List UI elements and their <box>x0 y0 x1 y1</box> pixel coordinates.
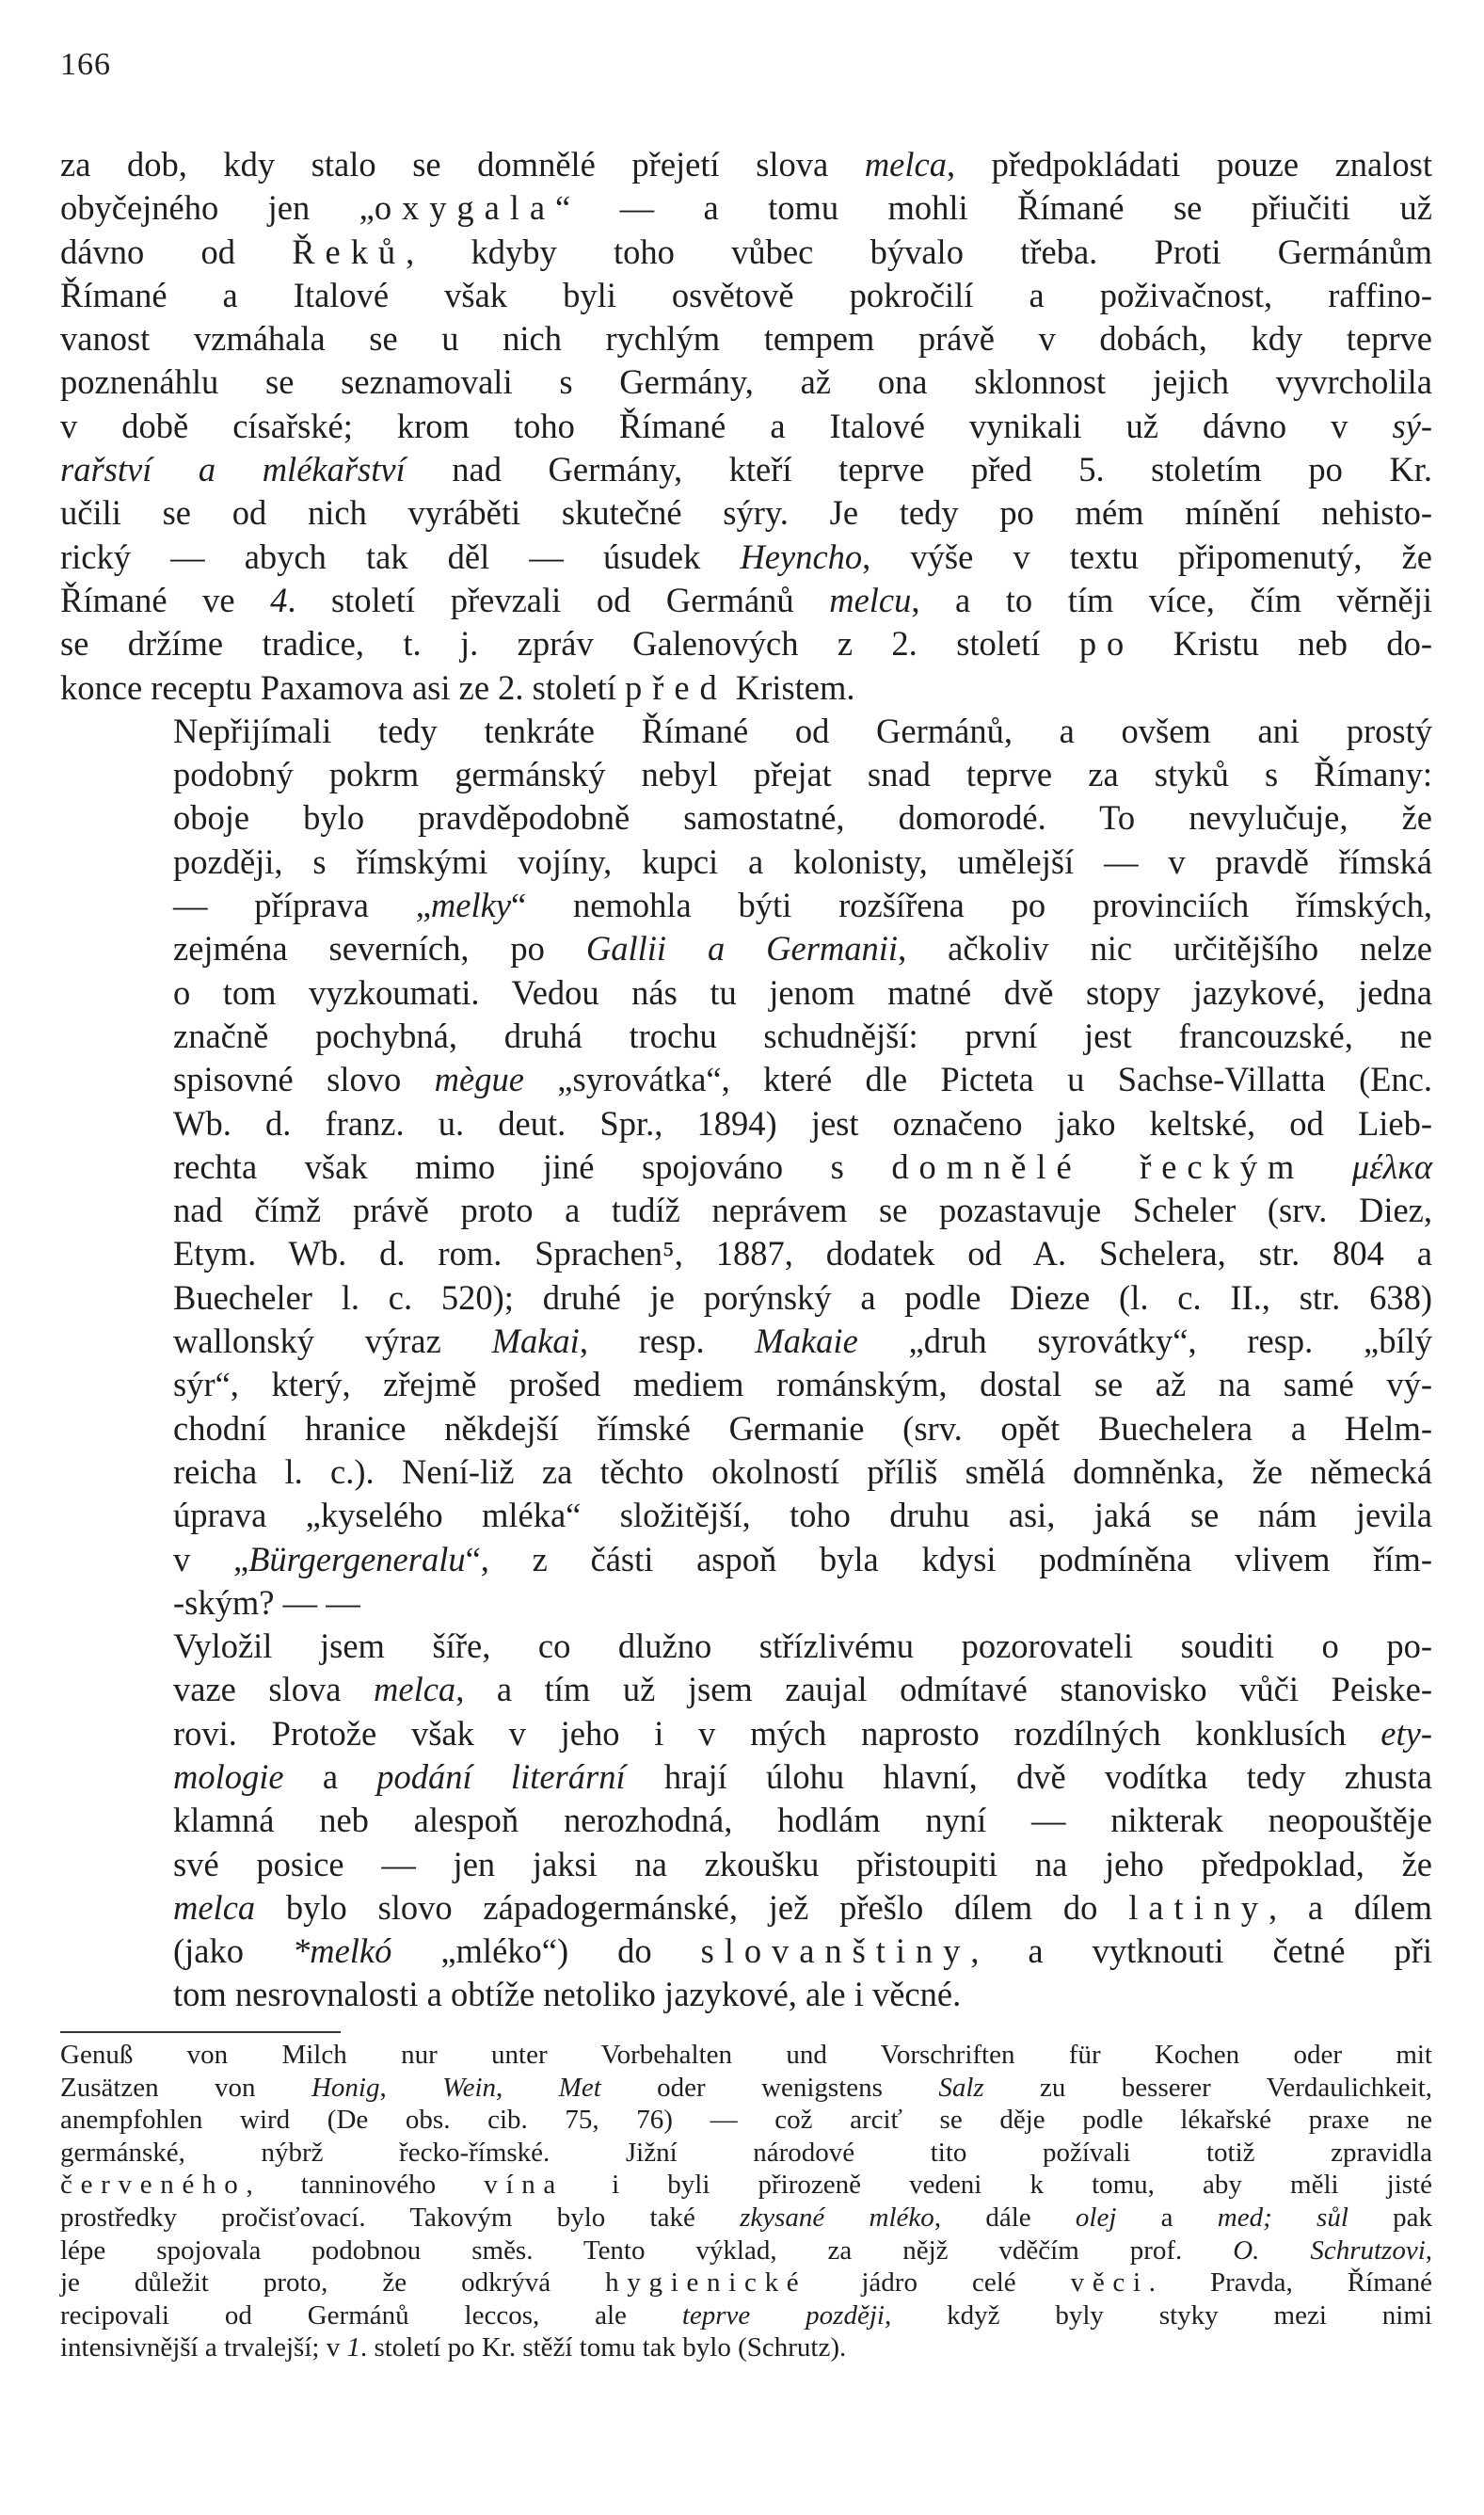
text-run: chodní hranice někdejší římské Germanie (srv. opět Buechelera a Helm- <box>173 1408 1432 1448</box>
text-run: wallonský výraz <box>173 1322 492 1361</box>
text-run: , <box>1425 2235 1433 2266</box>
text-run: anempfohlen wird (De obs. cib. 75, 76) — což arciť se děje podle lékařské praxe ne <box>60 2105 1432 2136</box>
text-line <box>60 1102 1432 1145</box>
text-run: , <box>379 2072 443 2103</box>
italic-text: 1 <box>346 2332 360 2363</box>
text-run: , ačkoliv nic určitějšího nelze <box>898 929 1433 969</box>
italic-text: ety- <box>1380 1713 1432 1753</box>
text-run: , resp. <box>579 1322 756 1361</box>
text-run: „syrovátka“, které dle Picteta u Sachse-Villatta (Enc. <box>523 1060 1432 1099</box>
text-line <box>60 1538 1432 1581</box>
text-run: nad čímž právě proto a tudíž neprávem se pozastavuje Scheler (srv. Diez, <box>173 1191 1432 1230</box>
text-line <box>60 1232 1432 1275</box>
text-run: „druh syrovátky“, resp. „bílý <box>857 1322 1432 1361</box>
text-run: rovi. Protože však v jeho i v mých naprosto rozdílných konklusích <box>173 1713 1381 1753</box>
italic-text: teprve později <box>681 2299 885 2331</box>
text-line <box>60 884 1432 927</box>
text-run: v „ <box>173 1539 249 1578</box>
text-run: , dále <box>933 2202 1076 2233</box>
text-line <box>60 2072 1432 2105</box>
text-run: lépe spojovala podobnou směs. Tento výklad, za nějž vděčím prof. <box>60 2235 1234 2266</box>
text-line <box>60 2039 1432 2072</box>
text-line <box>60 579 1432 622</box>
text-line <box>60 2137 1432 2170</box>
text-line <box>60 796 1432 840</box>
text-run: “ nemohla býti rozšířena po provinciích římských, <box>511 886 1432 925</box>
text-line <box>60 1973 1432 2016</box>
text-run: oboje bylo pravděpodobně samostatné, domorodé. To nevylučuje, že <box>173 798 1432 838</box>
text-run: dávno od <box>60 232 293 271</box>
text-run: Zusätzen von <box>60 2072 311 2103</box>
text-run: a <box>1116 2202 1218 2233</box>
italic-text: Bürgergeneralu <box>248 1539 466 1578</box>
text-line <box>60 1189 1432 1232</box>
text-run: v době císařské; krom toho Římané a Italové vynikali už dávno v <box>60 406 1393 445</box>
italic-text: 4 <box>270 580 288 619</box>
italic-text: podání literární <box>376 1756 626 1796</box>
text-run: reicha l. c.). Není-liž za těchto okolností příliš smělá domněnka, že německá <box>173 1451 1432 1491</box>
italic-text: mologie <box>173 1756 284 1796</box>
text-run: spisovné slovo <box>173 1060 435 1099</box>
text-run: (jako <box>173 1931 293 1971</box>
text-run: , výše v textu připomenutý, že <box>862 537 1432 576</box>
text-run: za dob, kdy stalo se domnělé přejetí slova <box>60 145 865 184</box>
italic-text: Honig <box>311 2072 380 2103</box>
italic-text: sý- <box>1392 406 1432 445</box>
text-run: „mléko“) do <box>391 1931 701 1971</box>
text-line <box>60 2235 1432 2267</box>
text-line <box>60 143 1432 186</box>
text-run: Římané ve <box>60 580 271 619</box>
text-run: Kristu neb do- <box>1134 624 1432 664</box>
text-run: konce receptu Paxamova asi ze 2. století <box>60 667 626 707</box>
italic-text: *melkó <box>292 1931 392 1971</box>
italic-text: Salz <box>938 2072 984 2103</box>
text-run <box>1304 1147 1352 1186</box>
text-run: úprava „kyselého mléka“ složitější, toho druhu asi, jaká se nám jevila <box>173 1496 1432 1535</box>
text-run: obyčejného jen „ <box>60 188 375 228</box>
text-line <box>60 1625 1432 1668</box>
text-run: podobný pokrm germánský nebyl přejat snad teprve za styků s Římany: <box>173 755 1432 794</box>
text-line <box>60 1450 1432 1494</box>
spaced-text: hygienické <box>605 2267 807 2299</box>
body-text <box>60 143 1432 2017</box>
spaced-text: oxygala <box>374 188 556 228</box>
text-line <box>60 274 1432 317</box>
italic-text: Gallii a Germanii <box>585 929 899 969</box>
text-run: své posice — jen jaksi na zkoušku přistoupiti na jeho předpoklad, že <box>173 1844 1432 1883</box>
text-line <box>60 1799 1432 1842</box>
text-run: o tom vyzkoumati. Vedou nás tu jenom matné dvě stopy jazykové, jedna <box>173 972 1432 1012</box>
text-run: . století převzali od Germánů <box>287 580 830 619</box>
spaced-text: vína <box>484 2170 564 2201</box>
text-line <box>60 1712 1432 1755</box>
text-run: se držíme tradice, t. j. zpráv Galenových z 2. století <box>60 624 1079 664</box>
text-run: nad Germány, kteří teprve před 5. stoletím po Kr. <box>405 450 1433 489</box>
italic-text: rařství a mlékařství <box>60 450 406 489</box>
text-run: , předpokládati pouze znalost <box>946 145 1432 184</box>
text-run: poznenáhlu se seznamovali s Germány, až ona sklonnost jejich vyvrcholila <box>60 362 1432 402</box>
text-line <box>60 622 1432 665</box>
text-line <box>60 186 1432 230</box>
text-run: bylo slovo západogermánské, jež přešlo dílem do <box>255 1887 1129 1927</box>
italic-text: melcu <box>829 580 912 619</box>
text-line <box>60 1886 1432 1930</box>
text-line <box>60 1320 1432 1363</box>
text-run: Wb. d. franz. u. deut. Spr., 1894) jest označeno jako keltské, od Lieb- <box>173 1103 1432 1143</box>
text-line <box>60 1755 1432 1799</box>
italic-text: zkysané mléko <box>740 2202 934 2233</box>
text-line <box>60 927 1432 970</box>
text-line <box>60 2299 1432 2332</box>
text-run: — příprava „ <box>173 886 431 925</box>
text-line <box>60 2104 1432 2137</box>
footnote-separator <box>60 2031 341 2033</box>
text-line <box>60 1581 1432 1625</box>
text-run: pak <box>1348 2202 1433 2233</box>
text-run: Římané a Italové však byli osvětově pokročilí a poživačnost, raffino- <box>60 275 1432 314</box>
text-run: vanost vzmáhala se u nich rychlým tempem právě v dobách, kdy teprve <box>60 319 1432 359</box>
spaced-text: před <box>625 667 727 707</box>
italic-text: O. Schrutzovi <box>1233 2235 1426 2266</box>
spaced-text: domnělé řeckým <box>891 1146 1305 1186</box>
text-line <box>60 491 1432 535</box>
text-run: zu besserer Verdaulichkeit, <box>983 2072 1433 2103</box>
text-run: , a vytknouti četné při <box>970 1931 1432 1971</box>
text-line <box>60 317 1432 360</box>
text-line <box>60 1930 1432 1973</box>
text-line <box>60 2331 1432 2364</box>
spaced-text: červeného <box>60 2170 247 2201</box>
text-line <box>60 2202 1432 2235</box>
text-line <box>60 1276 1432 1320</box>
text-run: klamná neb alespoň nerozhodná, hodlám nyní — nikterak neopouštěje <box>173 1801 1432 1840</box>
text-line <box>60 2267 1432 2299</box>
text-line <box>60 231 1432 274</box>
text-line <box>60 2169 1432 2202</box>
text-run: i byli přirozeně vedeni k tomu, aby měli jisté <box>564 2170 1432 2201</box>
text-run: , <box>496 2072 559 2103</box>
text-run: tom nesrovnalosti a obtíže netoliko jazykové, ale i věcné. <box>173 1975 962 2014</box>
italic-text: olej <box>1075 2202 1117 2233</box>
italic-text: med; sůl <box>1217 2202 1348 2233</box>
text-line <box>60 536 1432 579</box>
text-run: Etym. Wb. d. rom. Sprachen⁵, 1887, dodatek od A. Schelera, str. 804 a <box>173 1234 1432 1274</box>
text-run: Genuß von Milch nur unter Vorbehalten und Vorschriften für Kochen oder mit <box>60 2040 1432 2070</box>
text-run: jádro celé <box>806 2267 1071 2299</box>
italic-text: μέλκα <box>1351 1146 1432 1186</box>
italic-text: melca <box>374 1670 456 1709</box>
text-run: Kristem. <box>726 667 855 707</box>
text-run: rický — abych tak děl — úsudek <box>60 537 741 576</box>
text-line <box>60 1363 1432 1406</box>
text-line <box>60 1668 1432 1711</box>
paragraph <box>60 143 1432 710</box>
text-line <box>60 710 1432 753</box>
text-run: intensivnější a trvalejší; v <box>60 2332 347 2363</box>
page-number: 166 <box>60 47 111 82</box>
text-line <box>60 448 1432 491</box>
text-run: Nepřijímali tedy tenkráte Římané od Germánů, a ovšem ani prostý <box>173 711 1432 750</box>
text-run: , a dílem <box>1269 1887 1432 1927</box>
text-run: oder wenigstens <box>600 2072 939 2103</box>
italic-text: mègue <box>434 1060 524 1099</box>
text-run: Buecheler l. c. 520); druhé je porýnský a podle Dieze (l. c. II., str. 638) <box>173 1277 1432 1317</box>
text-line <box>60 841 1432 884</box>
text-run: hrají úlohu hlavní, dvě vodítka tedy zhusta <box>625 1756 1432 1796</box>
text-line <box>60 1494 1432 1537</box>
italic-text: Met <box>558 2072 601 2103</box>
text-run: . století po Kr. stěží tomu tak bylo (Schrutz). <box>359 2332 847 2363</box>
text-line <box>60 360 1432 404</box>
paragraph <box>60 1625 1432 2017</box>
text-run: a <box>283 1756 377 1796</box>
text-run: učili se od nich vyráběti skutečné sýry. Je tedy po mém mínění nehisto- <box>60 493 1432 533</box>
text-run: později, s římskými vojíny, kupci a kolonisty, umělejší — v pravdě římská <box>173 841 1432 881</box>
italic-text: Wein <box>442 2072 497 2103</box>
text-line <box>60 753 1432 796</box>
footnote <box>60 2039 1432 2364</box>
text-run: rechta však mimo jiné spojováno s <box>173 1146 892 1186</box>
text-run: “, z části aspoň byla kdysi podmíněna vlivem řím- <box>465 1539 1432 1578</box>
italic-text: Makai <box>491 1322 580 1361</box>
text-line <box>60 405 1432 448</box>
text-run: Vyložil jsem šíře, co dlužno střízlivému pozorovateli souditi o po- <box>173 1626 1432 1666</box>
text-line <box>60 1407 1432 1450</box>
text-run: vaze slova <box>173 1670 375 1709</box>
text-run: prostředky pročisťovací. Takovým bylo také <box>60 2202 741 2233</box>
spaced-text: latiny <box>1128 1887 1269 1927</box>
text-line <box>60 1145 1432 1189</box>
text-line <box>60 1058 1432 1101</box>
text-line <box>60 1843 1432 1886</box>
text-run: -ským? — — <box>173 1582 360 1622</box>
spaced-text: věci <box>1070 2267 1149 2299</box>
text-run: , když byly styky mezi nimi <box>884 2299 1432 2331</box>
text-run: sýr“, který, zřejmě prošed mediem románským, dostal se až na samé vý- <box>173 1365 1432 1404</box>
text-run: , a to tím více, čím věrněji <box>911 580 1432 619</box>
text-line <box>60 666 1432 710</box>
italic-text: melky <box>430 886 512 925</box>
text-run: , tanninového <box>246 2170 485 2201</box>
text-run: “ — a tomu mohli Římané se přiučiti už <box>555 188 1432 228</box>
italic-text: melca <box>173 1887 256 1927</box>
italic-text: Heyncho <box>740 537 863 576</box>
paragraph <box>60 710 1432 1625</box>
text-run: je důležit proto, že odkrývá <box>60 2267 606 2299</box>
spaced-text: Řeků <box>292 232 407 271</box>
spaced-text: slovanštiny <box>700 1931 971 1971</box>
italic-text: melca <box>864 145 947 184</box>
italic-text: Makaie <box>755 1322 858 1361</box>
text-run: recipovali od Germánů leccos, ale <box>60 2299 682 2331</box>
text-line <box>60 971 1432 1015</box>
text-run: , a tím už jsem zaujal odmítavé stanovisko vůči Peiske- <box>455 1670 1432 1709</box>
spaced-text: po <box>1078 624 1135 664</box>
text-run: , kdyby toho vůbec bývalo třeba. Proti Germánům <box>406 232 1433 271</box>
text-line <box>60 1015 1432 1058</box>
text-run: germánské, nýbrž řecko-římské. Jižní národové tito požívali totiž zpravidla <box>60 2137 1432 2168</box>
text-run: zejména severních, po <box>173 929 586 969</box>
text-run: značně pochybná, druhá trochu schudnější: první jest francouzské, ne <box>173 1016 1432 1055</box>
text-run: . Pravda, Římané <box>1148 2267 1432 2299</box>
